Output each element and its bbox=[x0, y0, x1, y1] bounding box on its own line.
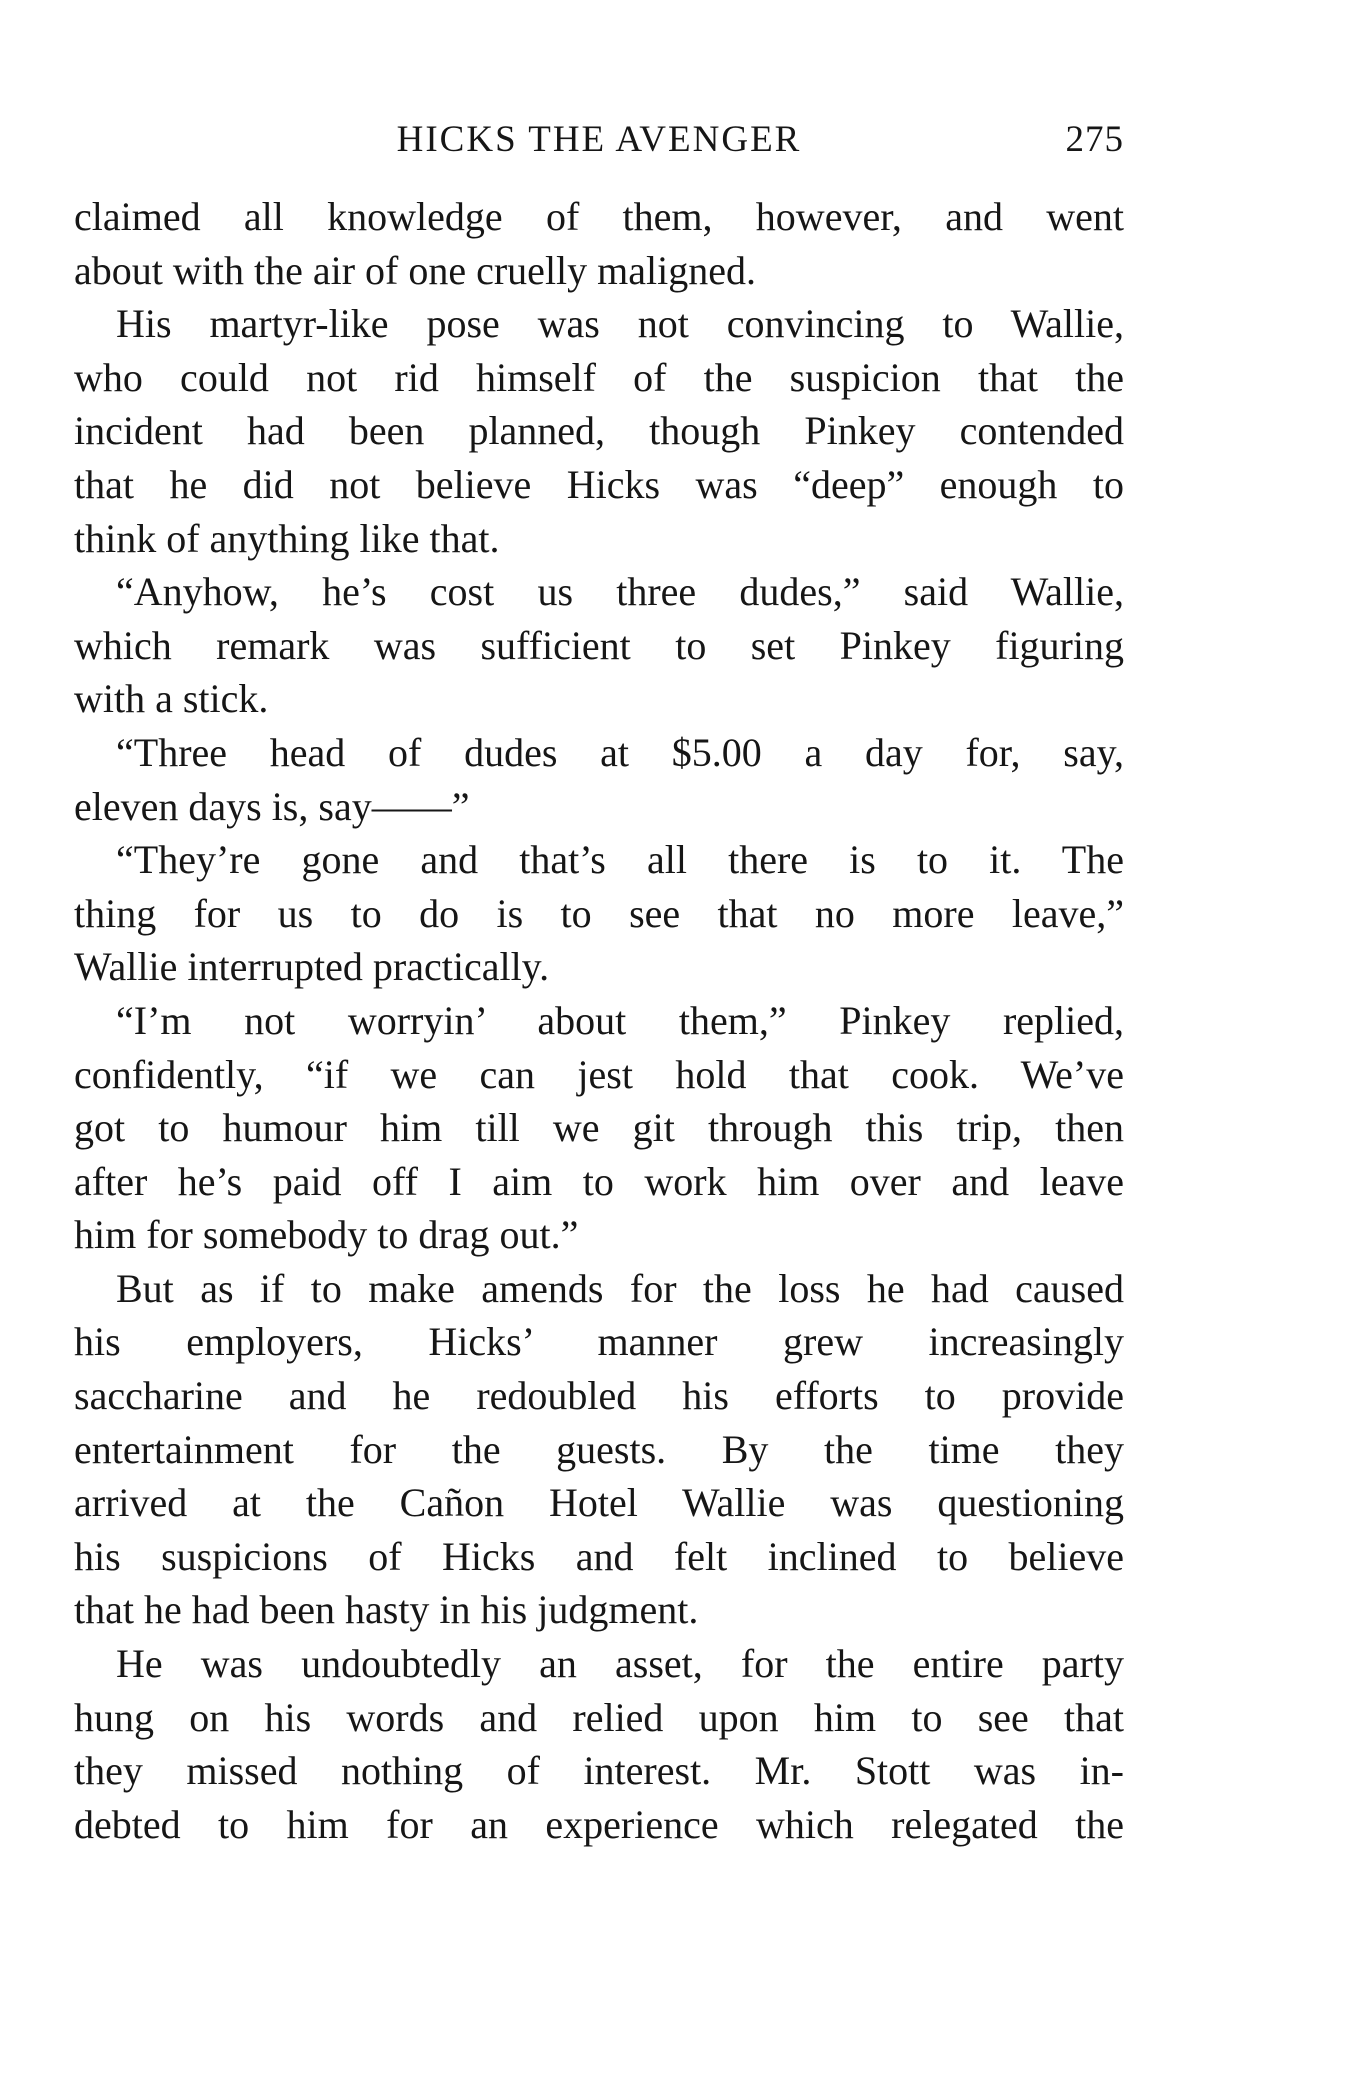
text-line: think of anything like that. bbox=[74, 515, 500, 561]
text-line: about with the air of one cruelly maligned. bbox=[74, 247, 757, 293]
text-line: But as if to make amends for the loss he had caused bbox=[116, 1265, 1124, 1311]
text-line: claimed all knowledge of them, however, and went bbox=[74, 194, 1124, 239]
text-line: debted to him for an experience which relegated the bbox=[74, 1801, 1124, 1847]
running-title: HICKS THE AVENGER bbox=[396, 119, 802, 160]
text-line: arrived at the Cañon Hotel Wallie was questioning bbox=[74, 1480, 1124, 1526]
text-line: His martyr-like pose was not convincing to Wallie, bbox=[116, 301, 1124, 347]
text-line: who could not rid himself of the suspicion that the bbox=[74, 354, 1124, 400]
text-line: thing for us to do is to see that no more leave,” bbox=[74, 890, 1124, 936]
text-line: entertainment for the guests. By the time they bbox=[74, 1426, 1124, 1472]
text-line: after he’s paid off I aim to work him over and leave bbox=[74, 1158, 1124, 1204]
body-text bbox=[74, 190, 1124, 1851]
text-line: his suspicions of Hicks and felt inclined to believe bbox=[74, 1533, 1124, 1579]
text-line: got to humour him till we git through this trip, then bbox=[74, 1105, 1124, 1151]
text-line: that he did not believe Hicks was “deep” enough to bbox=[74, 461, 1124, 507]
text-line: He was undoubtedly an asset, for the entire party bbox=[116, 1641, 1124, 1687]
text-line: “Anyhow, he’s cost us three dudes,” said Wallie, bbox=[116, 569, 1124, 615]
text-line: incident had been planned, though Pinkey contended bbox=[74, 408, 1124, 454]
text-line: hung on his words and relied upon him to see that bbox=[74, 1694, 1124, 1740]
page-number: 275 bbox=[1065, 119, 1124, 160]
running-head bbox=[74, 112, 1124, 168]
text-line: saccharine and he redoubled his efforts to provide bbox=[74, 1373, 1124, 1419]
text-line: “Three head of dudes at $5.00 a day for, say, bbox=[116, 729, 1124, 775]
text-line: Wallie interrupted practically. bbox=[74, 944, 550, 990]
text-line: which remark was sufficient to set Pinkey figuring bbox=[74, 622, 1124, 668]
text-line: confidently, “if we can jest hold that cook. We’ve bbox=[74, 1051, 1124, 1097]
text-line: eleven days is, say——” bbox=[74, 783, 470, 829]
text-line: that he had been hasty in his judgment. bbox=[74, 1587, 699, 1633]
text-line: with a stick. bbox=[74, 676, 269, 722]
text-line: “They’re gone and that’s all there is to it. The bbox=[116, 837, 1124, 883]
text-line: “I’m not worryin’ about them,” Pinkey replied, bbox=[116, 997, 1124, 1043]
text-line: they missed nothing of interest. Mr. Stott was in- bbox=[74, 1748, 1124, 1794]
text-line: him for somebody to drag out.” bbox=[74, 1212, 579, 1258]
text-line: his employers, Hicks’ manner grew increasingly bbox=[74, 1319, 1124, 1365]
